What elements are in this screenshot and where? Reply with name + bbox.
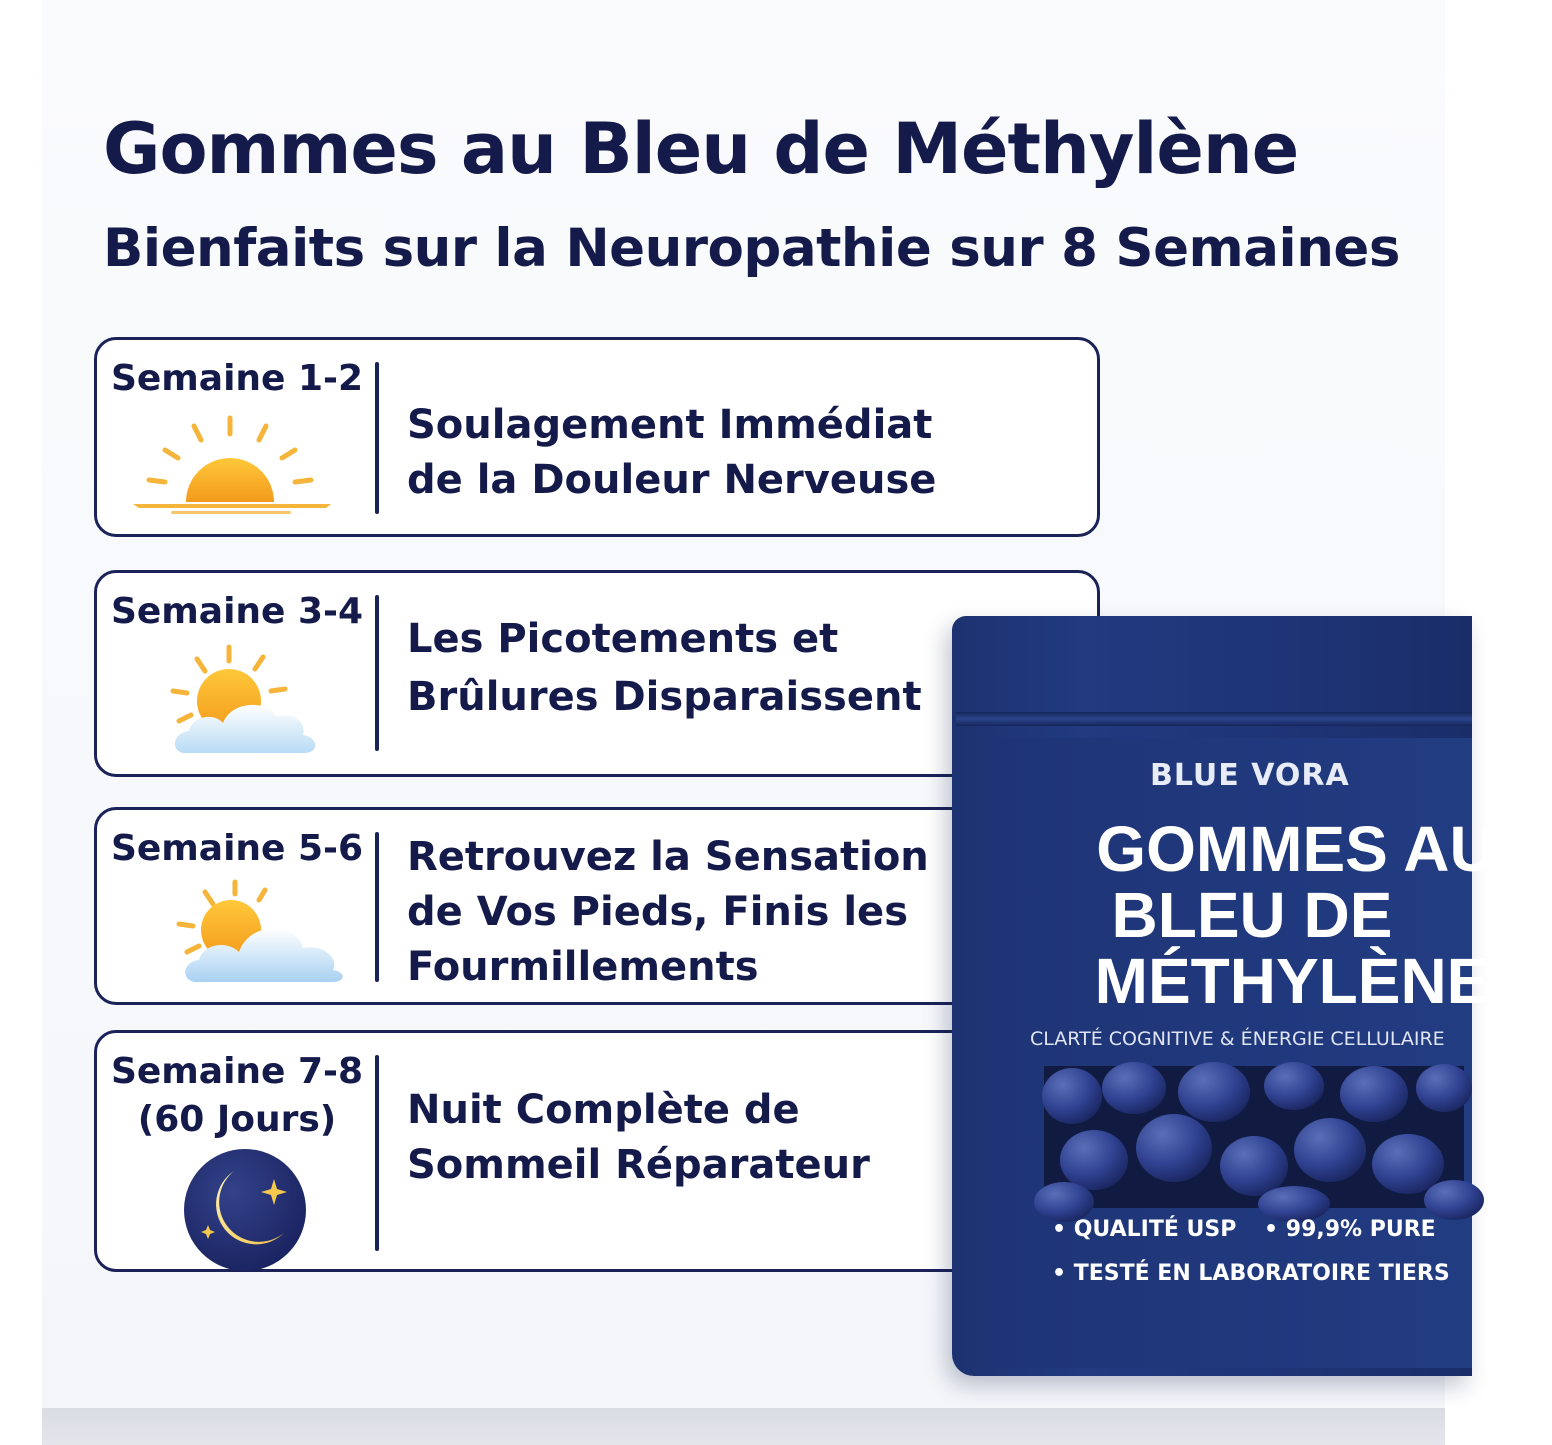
benefit-line: de Vos Pieds, Finis les <box>407 889 908 935</box>
week-label: Semaine 3-4 <box>110 591 364 632</box>
card-divider <box>375 832 379 982</box>
floor-shadow <box>42 1408 1445 1445</box>
crescent-moon-icon <box>182 1147 308 1273</box>
timeline-card-week-1-2 <box>94 337 1100 537</box>
bag-zipper <box>956 712 1472 726</box>
week-label: Semaine 5-6 <box>110 828 364 869</box>
benefit-line: Fourmillements <box>407 944 759 990</box>
week-label: Semaine 7-8 <box>110 1051 364 1092</box>
benefit-line: Brûlures Disparaissent <box>407 674 922 720</box>
card-divider <box>375 362 379 514</box>
benefit-line: Nuit Complète de <box>407 1087 800 1133</box>
product-title-line: MÉTHYLÈNE <box>1094 945 1490 1017</box>
timeline-card-week-3-4 <box>94 570 1100 777</box>
gummies-image <box>1044 1066 1464 1208</box>
product-claims <box>1052 1208 1470 1296</box>
card-divider <box>375 595 379 751</box>
card-divider <box>375 1055 379 1251</box>
benefit-line: Retrouvez la Sensation <box>407 834 929 880</box>
brand-name: BLUE VORA <box>1150 758 1350 793</box>
page-title: Gommes au Bleu de Méthylène <box>103 108 1299 190</box>
benefit-line: Les Picotements et <box>407 616 839 662</box>
product-tagline: CLARTÉ COGNITIVE & ÉNERGIE CELLULAIRE <box>1030 1028 1445 1050</box>
benefit-line: de la Douleur Nerveuse <box>407 457 937 503</box>
week-label: Semaine 1-2 <box>110 358 364 399</box>
week-sublabel: (60 Jours) <box>137 1099 337 1140</box>
sun-behind-cloud-icon <box>167 643 327 758</box>
benefit-text <box>407 830 967 995</box>
benefit-line: Soulagement Immédiat <box>407 402 933 448</box>
page-subtitle: Bienfaits sur la Neuropathie sur 8 Semaines <box>103 218 1400 279</box>
sunrise-icon <box>131 412 341 517</box>
product-title <box>992 813 1552 1017</box>
gummies-window <box>1044 1066 1464 1208</box>
benefit-text <box>407 610 967 726</box>
sun-behind-large-cloud-icon <box>173 878 348 986</box>
product-title-line: BLEU DE <box>1111 879 1393 951</box>
product-title-line: GOMMES AU <box>1096 813 1496 885</box>
benefit-text <box>407 398 967 508</box>
timeline-card-week-5-6 <box>94 807 1100 1005</box>
claim-lab-tested: • TESTÉ EN LABORATOIRE TIERS <box>1052 1261 1450 1286</box>
product-package <box>952 616 1496 1376</box>
benefit-text <box>407 1083 967 1193</box>
timeline-card-week-7-8 <box>94 1030 1100 1272</box>
claim-purity: • 99,9% PURE <box>1264 1217 1436 1242</box>
claim-usp: • QUALITÉ USP <box>1052 1217 1237 1242</box>
benefit-line: Sommeil Réparateur <box>407 1142 870 1188</box>
